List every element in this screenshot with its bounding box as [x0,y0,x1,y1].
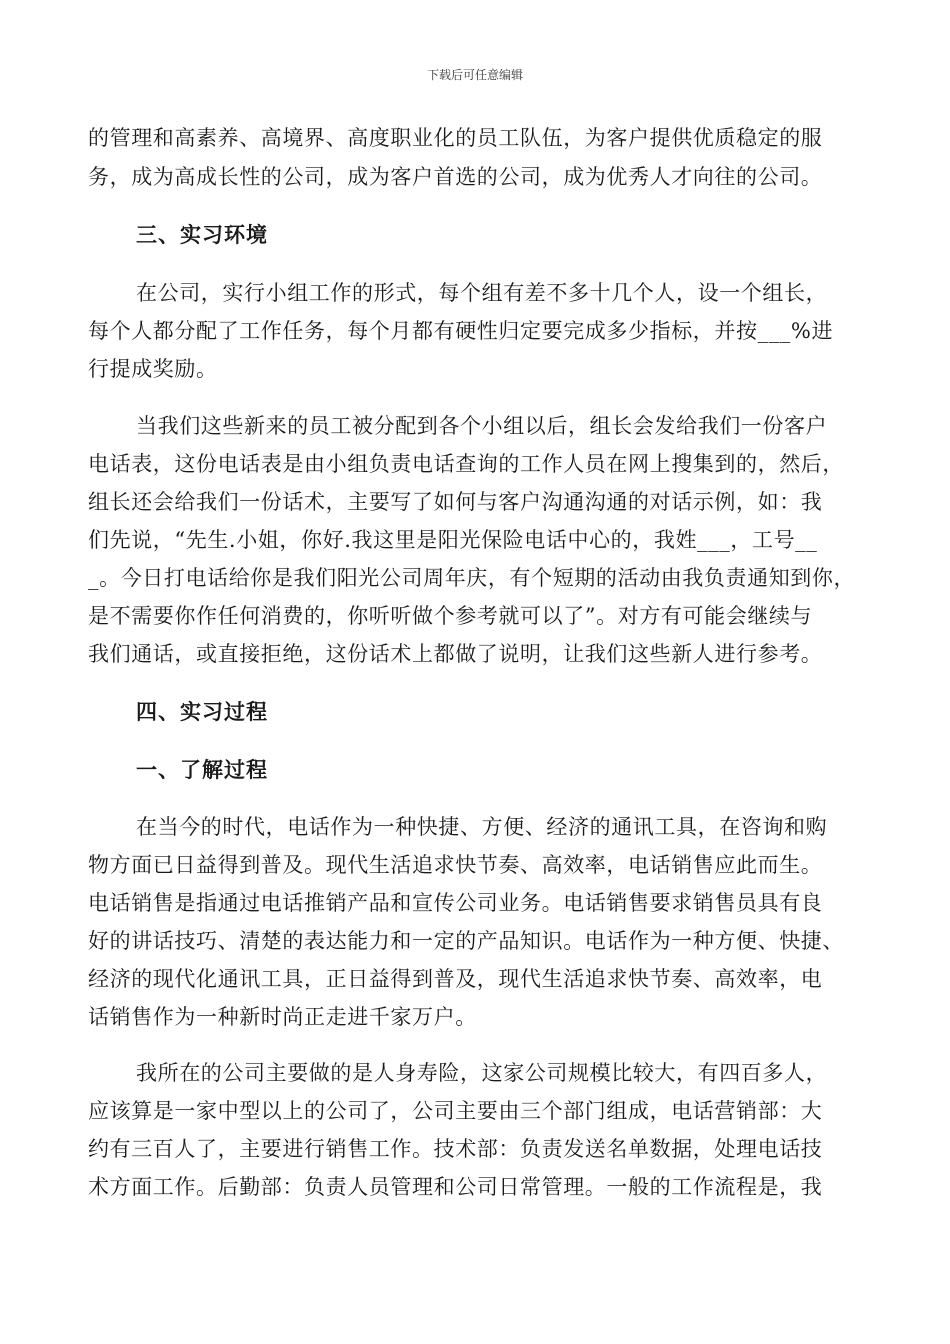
text-line: 应该算是一家中型以上的公司了，公司主要由三个部门组成，电话营销部：大 [88,1099,823,1123]
text-line: 话销售作为一种新时尚正走进千家万户。 [88,1005,477,1029]
text-line: 电话销售是指通过电话推销产品和宣传公司业务。电话销售要求销售员具有良 [88,891,823,915]
text-line: 当我们这些新来的员工被分配到各个小组以后，组长会发给我们一份客户 [136,414,828,438]
text-line: 经济的现代化通讯工具，正日益得到普及，现代生活追求快节奏、高效率，电 [88,967,823,991]
section-heading: 三、实习环境 [136,222,268,247]
text-line: 每个人都分配了工作任务，每个月都有硬性归定要完成多少指标，并按___%进 [88,319,834,343]
text-line: 我所在的公司主要做的是人身寿险，这家公司规模比较大，有四百多人， [136,1061,828,1085]
text-line: 组长还会给我们一份话术，主要写了如何与客户沟通沟通的对话示例，如：我 [88,490,823,514]
text-line: 我们通话，或直接拒绝，这份话术上都做了说明，让我们这些新人进行参考。 [88,642,823,666]
text-line: 务，成为高成长性的公司，成为客户首选的公司，成为优秀人才向往的公司。 [88,165,823,189]
text-line: 行提成奖励。 [88,357,218,381]
text-line: 是不需要你作任何消费的，你听听做个参考就可以了”。对方有可能会继续与 [88,604,813,628]
text-line: 约有三百人了，主要进行销售工作。技术部：负责发送名单数据，处理电话技 [88,1137,823,1161]
text-line: 好的讲话技巧、清楚的表达能力和一定的产品知识。电话作为一种方便、快捷、 [88,929,844,953]
text-line: 的管理和高素养、高境界、高度职业化的员工队伍，为客户提供优质稳定的服 [88,126,823,150]
text-line: 物方面已日益得到普及。现代生活追求快节奏、高效率，电话销售应此而生。 [88,853,823,877]
text-line: 术方面工作。后勤部：负责人员管理和公司日常管理。一般的工作流程是，我 [88,1175,823,1199]
text-line: 电话表，这份电话表是由小组负责电话查询的工作人员在网上搜集到的，然后， [88,452,844,476]
text-line: _。今日打电话给你是我们阳光公司周年庆，有个短期的活动由我负责通知到你， [88,566,856,590]
text-line: 在公司，实行小组工作的形式，每个组有差不多十几个人，设一个组长， [136,281,828,305]
page-header: 下载后可任意编辑 [426,68,523,82]
section-heading: 四、实习过程 [136,699,268,724]
text-line: 在当今的时代，电话作为一种快捷、方便、经济的通讯工具，在咨询和购 [136,815,828,839]
text-line: 们先说，“先生.小姐，你好.我这里是阳光保险电话中心的，我姓___，工号__ [88,528,818,552]
subsection-heading: 一、了解过程 [136,757,268,782]
